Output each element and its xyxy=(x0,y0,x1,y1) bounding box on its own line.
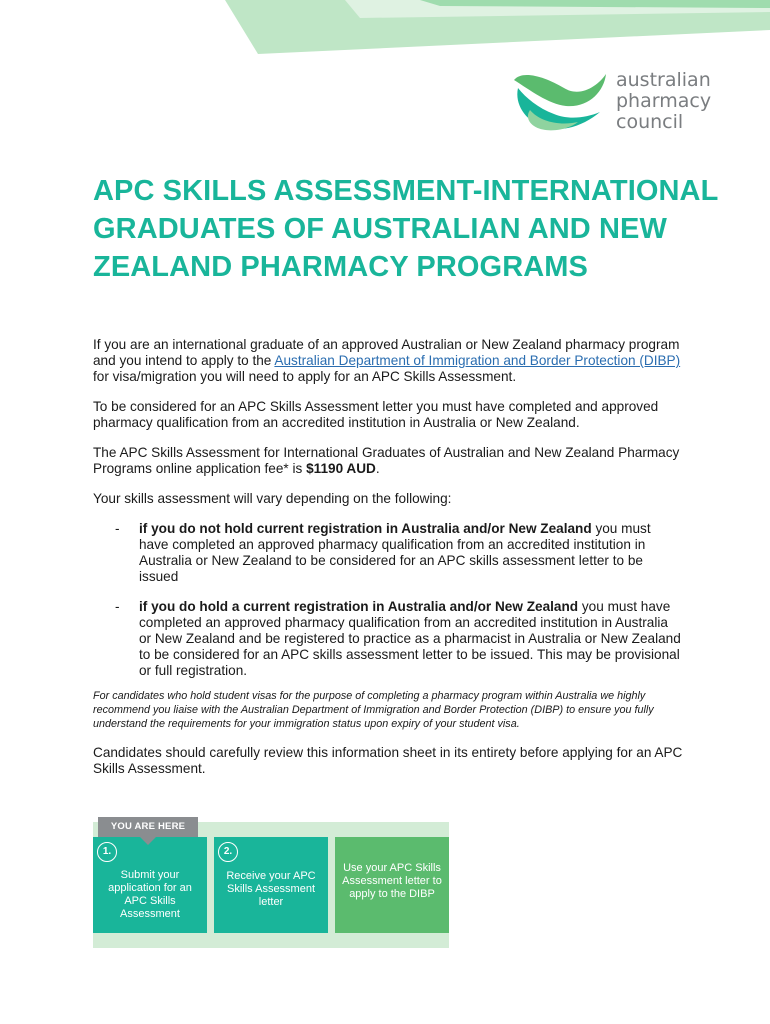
fee-amount: $1190 AUD xyxy=(306,461,376,476)
student-visa-note: For candidates who hold student visas for the purpose of completing a pharmacy program within Australia we highly recommend you liaise with the Australian Department of Immigration and Border Protection (DIBP) to ensure you fully understand the requirements for your immigration status upon expiry of your student visa. xyxy=(93,690,654,730)
apc-logo xyxy=(508,66,738,136)
you-are-here-marker: YOU ARE HERE xyxy=(98,817,198,837)
variation-paragraph: Your skills assessment will vary depending on the following: xyxy=(93,491,452,506)
process-step-2 xyxy=(214,837,328,933)
review-paragraph: Candidates should carefully review this information sheet in its entirety before applying for an APC Skills Assessment. xyxy=(93,745,683,776)
dibp-link[interactable]: Australian Department of Immigration and Border Protection (DIBP) xyxy=(274,353,681,368)
step-text: Use your APC Skills Assessment letter to apply to the DIBP xyxy=(342,862,442,900)
process-step-1 xyxy=(93,837,207,933)
fee-text-after: . xyxy=(375,461,380,476)
condition-text: you must have completed an approved pharmacy qualification from an accredited institution in Australia or New Zealand to be considered for an APC skills assessment letter to be issued xyxy=(139,521,651,584)
intro-paragraph xyxy=(93,337,683,385)
condition-heading: if you do hold a current registration in Australia and/or New Zealand xyxy=(139,599,579,614)
intro-text-before: If you are an international graduate of an approved Australian or New Zealand pharmacy program and you intend to apply to the xyxy=(93,337,680,368)
document-body xyxy=(93,337,683,791)
step-text: Receive your APC Skills Assessment letter xyxy=(226,870,316,908)
list-item xyxy=(93,521,683,585)
fee-paragraph xyxy=(93,445,683,477)
intro-text-after: for visa/migration you will need to apply for an APC Skills Assessment. xyxy=(93,369,517,384)
logo-line-3: council xyxy=(616,111,684,133)
list-dash: - xyxy=(115,599,120,614)
logo-line-1: australian xyxy=(616,69,711,91)
qualification-paragraph: To be considered for an APC Skills Assessment letter you must have completed and approved pharmacy qualification from an accredited institution in Australia or New Zealand. xyxy=(93,399,659,430)
process-diagram xyxy=(93,822,449,948)
list-item xyxy=(93,599,683,679)
logo-line-2: pharmacy xyxy=(616,90,712,112)
step-text: Submit your application for an APC Skills Assessment xyxy=(108,869,192,920)
apc-logo-mark-icon xyxy=(508,66,612,136)
conditions-list xyxy=(93,521,683,679)
header-decoration xyxy=(0,0,770,60)
list-dash: - xyxy=(115,521,120,536)
condition-text: you must have completed an approved pharmacy qualification from an accredited institution in Australia or New Zealand and be registered to practice as a pharmacist in Australia or New Zealand to be considered for an APC skills assessment letter to be issued. This may be provisional or full registration. xyxy=(139,599,681,678)
condition-heading: if you do not hold current registration in Australia and/or New Zealand xyxy=(139,521,592,536)
step-number-badge: 1. xyxy=(97,842,117,862)
page-title: APC SKILLS ASSESSMENT-INTERNATIONAL GRADUATES OF AUSTRALIAN AND NEW ZEALAND PHARMACY PROGRAMS xyxy=(93,175,718,283)
process-step-3 xyxy=(335,837,449,933)
step-number-badge: 2. xyxy=(218,842,238,862)
apc-logo-wordmark xyxy=(616,70,711,133)
fee-text: The APC Skills Assessment for International Graduates of Australian and New Zealand Pharmacy Programs online application fee* is xyxy=(93,445,680,476)
